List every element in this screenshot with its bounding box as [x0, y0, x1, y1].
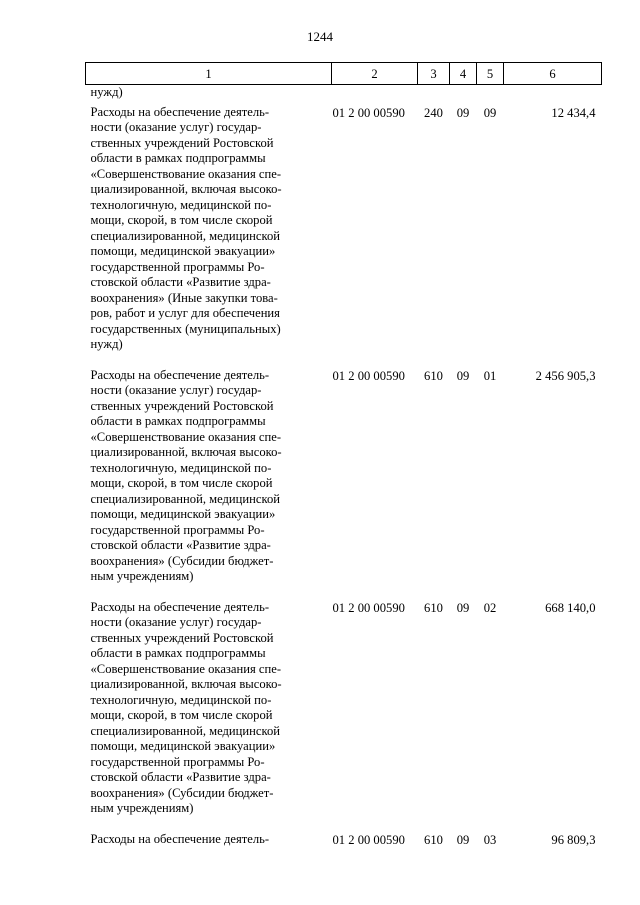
description-line: нужд)	[90, 85, 123, 99]
description-line: государственных (муниципальных)	[90, 321, 281, 336]
budget-table	[85, 62, 602, 848]
row-subsection: 09	[483, 105, 497, 120]
row-description	[86, 368, 332, 600]
description-line: помощи, медицинской эвакуации»	[90, 244, 276, 258]
description-line: помощи, медицинской эвакуации»	[90, 739, 276, 753]
description-line: Расходы на обеспечение деятель-	[90, 367, 270, 382]
header-col-4: 4	[450, 63, 477, 85]
description-line: циализированной, включая высоко-	[90, 445, 282, 459]
description-line: воохранения» (Иные закупки това-	[90, 290, 278, 305]
row-expense-type: 610	[424, 368, 443, 383]
row-target-code: 01 2 00 00590	[332, 832, 405, 847]
header-col-1: 1	[86, 63, 332, 85]
row-subsection: 03	[483, 832, 497, 847]
row-subsection	[477, 85, 504, 105]
row-description	[86, 105, 332, 368]
description-line: ров, работ и услуг для обеспечения	[90, 306, 280, 320]
row-section	[450, 85, 477, 105]
description-line: ственных учреждений Ростовской	[90, 135, 274, 150]
description-line: «Совершенствование оказания спе-	[90, 429, 282, 444]
row-section: 09	[456, 600, 470, 615]
description-line: государственной программы Ро-	[90, 754, 265, 769]
description-line: ным учреждениям)	[90, 801, 194, 815]
table-header	[86, 63, 602, 85]
table-row	[86, 368, 602, 600]
description-line: воохранения» (Субсидии бюджет-	[90, 785, 274, 800]
description-line: специализированной, медицинской	[90, 491, 280, 506]
row-target-code: 01 2 00 00590	[332, 105, 405, 120]
description-line: технологичную, медицинской по-	[90, 460, 272, 475]
description-line: специализированной, медицинской	[90, 723, 280, 738]
description-line: мощи, скорой, в том числе скорой	[90, 708, 273, 722]
description-line: мощи, скорой, в том числе скорой	[90, 476, 273, 490]
table-row	[86, 832, 602, 849]
header-col-2: 2	[332, 63, 418, 85]
description-line: ным учреждениям)	[90, 569, 194, 583]
row-expense-type: 610	[424, 832, 443, 847]
table-row	[86, 85, 602, 105]
row-amount: 2 456 905,3	[535, 368, 596, 383]
row-amount: 96 809,3	[551, 832, 596, 847]
description-line: Расходы на обеспечение деятель-	[90, 599, 270, 614]
description-line: циализированной, включая высоко-	[90, 182, 282, 196]
row-target-code	[332, 85, 418, 105]
description-line: стовской области «Развитие здра-	[90, 770, 271, 784]
description-line: ности (оказание услуг) государ-	[90, 615, 262, 629]
description-line: государственной программы Ро-	[90, 522, 265, 537]
description-line: нужд)	[90, 337, 123, 351]
description-line: стовской области «Развитие здра-	[90, 538, 271, 552]
table-row	[86, 105, 602, 368]
description-line: области в рамках подпрограммы	[90, 646, 266, 660]
row-subsection: 02	[483, 600, 497, 615]
description-line: технологичную, медицинской по-	[90, 692, 272, 707]
description-line: циализированной, включая высоко-	[90, 677, 282, 691]
description-line: технологичную, медицинской по-	[90, 197, 272, 212]
description-line: ности (оказание услуг) государ-	[90, 383, 262, 397]
row-description	[86, 85, 332, 105]
header-col-5: 5	[477, 63, 504, 85]
page-number: 1244	[307, 29, 333, 44]
header-col-3: 3	[418, 63, 450, 85]
row-section: 09	[456, 368, 470, 383]
description-line: мощи, скорой, в том числе скорой	[90, 213, 273, 227]
description-line: области в рамках подпрограммы	[90, 414, 266, 428]
row-expense-type: 610	[424, 600, 443, 615]
description-line: специализированной, медицинской	[90, 228, 280, 243]
row-section: 09	[456, 105, 470, 120]
header-row	[86, 63, 602, 85]
row-amount: 12 434,4	[551, 105, 596, 120]
row-expense-type: 240	[424, 105, 443, 120]
table-row	[86, 600, 602, 832]
description-line: ности (оказание услуг) государ-	[90, 120, 262, 134]
description-line: области в рамках подпрограммы	[90, 151, 266, 165]
row-description	[86, 832, 332, 849]
header-col-6: 6	[504, 63, 602, 85]
row-description	[86, 600, 332, 832]
row-expense-type	[418, 85, 450, 105]
table-body	[86, 85, 602, 849]
description-line: ственных учреждений Ростовской	[90, 630, 274, 645]
row-section: 09	[456, 832, 470, 847]
description-line: воохранения» (Субсидии бюджет-	[90, 553, 274, 568]
row-subsection: 01	[483, 368, 497, 383]
description-line: помощи, медицинской эвакуации»	[90, 507, 276, 521]
description-line: Расходы на обеспечение деятель-	[90, 104, 270, 119]
description-line: «Совершенствование оказания спе-	[90, 166, 282, 181]
row-target-code: 01 2 00 00590	[332, 368, 405, 383]
description-line: стовской области «Развитие здра-	[90, 275, 271, 289]
row-amount	[504, 85, 602, 105]
description-line: «Совершенствование оказания спе-	[90, 661, 282, 676]
description-line: Расходы на обеспечение деятель-	[90, 831, 270, 846]
row-target-code: 01 2 00 00590	[332, 600, 405, 615]
description-line: ственных учреждений Ростовской	[90, 398, 274, 413]
row-amount: 668 140,0	[545, 600, 596, 615]
description-line: государственной программы Ро-	[90, 259, 265, 274]
